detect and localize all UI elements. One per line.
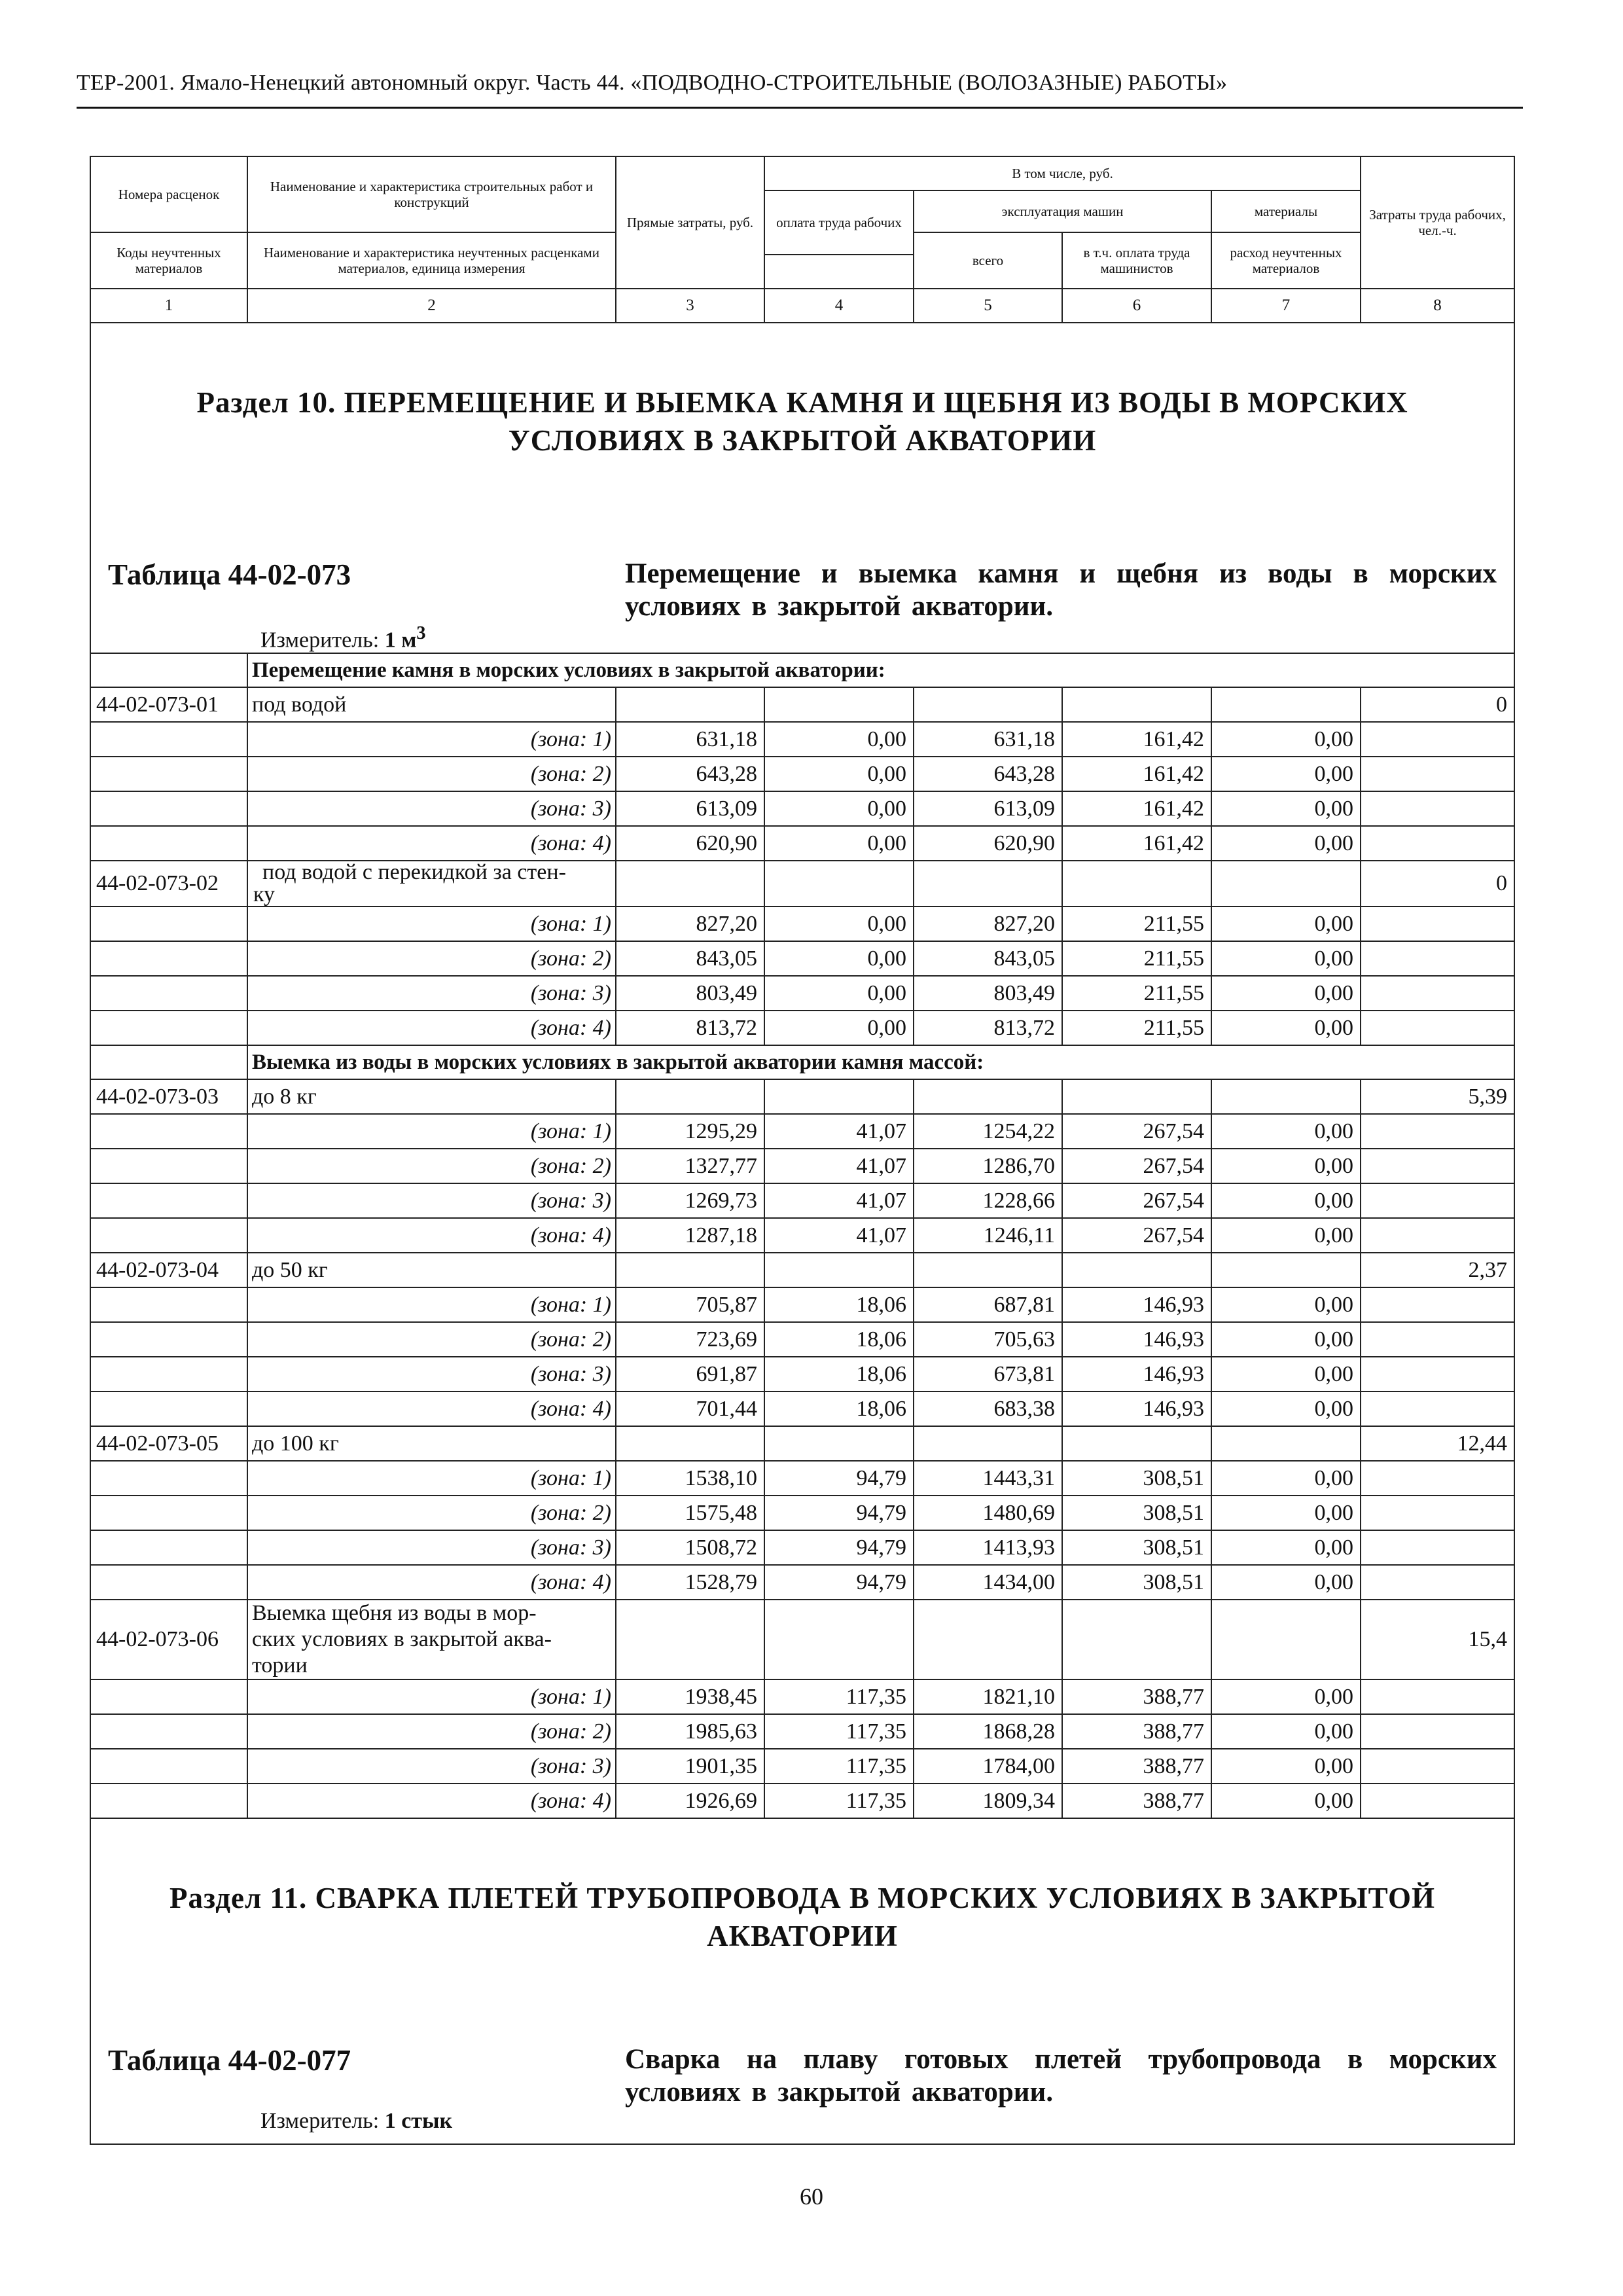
direct-cost: 1538,10 [616,1461,764,1496]
operator-pay: 388,77 [1062,1679,1211,1714]
col-number: 7 [1211,289,1361,323]
rate-code: 44-02-073-02 [90,861,247,906]
empty-cell [1361,941,1514,976]
empty-cell [1361,1011,1514,1045]
machine-total: 813,72 [914,1011,1062,1045]
empty-cell [1361,906,1514,941]
operator-pay: 267,54 [1062,1218,1211,1253]
zone-label: (зона: 1) [247,1679,616,1714]
worker-pay: 18,06 [764,1322,914,1357]
work-name [247,1600,616,1679]
empty-cell [764,1426,914,1461]
empty-cell [764,861,914,906]
empty-cell [90,1461,247,1496]
labor-cost: 15,4 [1361,1600,1514,1679]
col5-header: всего [914,232,1062,289]
worker-pay: 117,35 [764,1714,914,1749]
worker-pay: 18,06 [764,1391,914,1426]
empty-cell [764,1079,914,1114]
empty-cell [1211,1079,1361,1114]
material-use: 0,00 [1211,1183,1361,1218]
col1-bottom-header: Коды неучтенных материалов [90,232,247,289]
direct-cost: 723,69 [616,1322,764,1357]
empty-cell [1062,687,1211,722]
worker-pay: 18,06 [764,1357,914,1391]
col-number: 2 [247,289,616,323]
machine-total: 843,05 [914,941,1062,976]
empty-cell [1211,687,1361,722]
empty-cell [914,861,1062,906]
material-use: 0,00 [1211,976,1361,1011]
measure-unit: Измеритель: 1 стык [260,2109,453,2134]
machine-total: 1821,10 [914,1679,1062,1714]
rate-code: 44-02-073-04 [90,1253,247,1287]
empty-cell [90,1218,247,1253]
direct-cost: 827,20 [616,906,764,941]
operator-pay: 388,77 [1062,1749,1211,1784]
group-spacer [90,1045,247,1079]
empty-cell [90,1749,247,1784]
col1-top-header: Номера расценок [90,156,247,232]
worker-pay: 117,35 [764,1749,914,1784]
work-name-line: Выемка щебня из воды в мор- [252,1601,537,1626]
col4-header-cont [764,255,914,289]
direct-cost: 643,28 [616,757,764,791]
labor-cost: 12,44 [1361,1426,1514,1461]
table-name: Сварка на плаву готовых плетей трубопровода в морских условиях в закрытой акватории. [625,2044,1497,2108]
table-number: Таблица 44-02-077 [108,2044,351,2077]
operator-pay: 146,93 [1062,1287,1211,1322]
zone-label: (зона: 3) [247,1357,616,1391]
col2-bottom-header: Наименование и характеристика неучтенных расценками материалов, единица измерения [247,232,616,289]
empty-cell [914,687,1062,722]
empty-cell [1361,1183,1514,1218]
empty-cell [1361,1749,1514,1784]
empty-cell [90,1784,247,1818]
empty-cell [90,1679,247,1714]
labor-cost: 5,39 [1361,1079,1514,1114]
empty-cell [1361,1287,1514,1322]
worker-pay: 0,00 [764,906,914,941]
direct-cost: 1985,63 [616,1714,764,1749]
zone-label: (зона: 4) [247,1565,616,1600]
col-number: 6 [1062,289,1211,323]
machine-total: 620,90 [914,826,1062,861]
machine-total: 705,63 [914,1322,1062,1357]
direct-cost: 701,44 [616,1391,764,1426]
labor-cost: 0 [1361,687,1514,722]
empty-cell [1361,791,1514,826]
empty-cell [90,941,247,976]
operator-pay: 388,77 [1062,1714,1211,1749]
machine-total: 1246,11 [914,1218,1062,1253]
operator-pay: 308,51 [1062,1565,1211,1600]
zone-label: (зона: 1) [247,1461,616,1496]
direct-cost: 1327,77 [616,1149,764,1183]
zone-label: (зона: 2) [247,941,616,976]
rate-code: 44-02-073-03 [90,1079,247,1114]
work-name-line: до 8 кг [252,1084,317,1109]
materials-header: материалы [1211,190,1361,232]
empty-cell [1361,1714,1514,1749]
empty-cell [90,1357,247,1391]
machine-total: 1286,70 [914,1149,1062,1183]
col-number: 1 [90,289,247,323]
work-name-line: под водой [252,692,347,717]
labor-cost: 2,37 [1361,1253,1514,1287]
section-title: Раздел 11. СВАРКА ПЛЕТЕЙ ТРУБОПРОВОДА В МОРСКИХ УСЛОВИЯХ В ЗАКРЫТОЙ АКВАТОРИИ [169,1882,1436,1953]
worker-pay: 41,07 [764,1218,914,1253]
direct-cost: 620,90 [616,826,764,861]
empty-cell [90,1287,247,1322]
empty-cell [616,687,764,722]
work-name [247,1253,616,1287]
col3-header: Прямые затраты, руб. [616,156,764,289]
material-use: 0,00 [1211,1749,1361,1784]
rate-code: 44-02-073-01 [90,687,247,722]
including-header: В том числе, руб. [764,156,1361,190]
empty-cell [90,826,247,861]
machines-header: эксплуатация машин [914,190,1211,232]
empty-cell [1211,1426,1361,1461]
empty-cell [90,1114,247,1149]
material-use: 0,00 [1211,1391,1361,1426]
direct-cost: 691,87 [616,1357,764,1391]
empty-cell [1211,1253,1361,1287]
empty-cell [1062,1079,1211,1114]
material-use: 0,00 [1211,1287,1361,1322]
empty-cell [90,1391,247,1426]
section-10-block [90,323,1514,653]
direct-cost: 1269,73 [616,1183,764,1218]
empty-cell [90,1149,247,1183]
worker-pay: 117,35 [764,1784,914,1818]
zone-label: (зона: 4) [247,1784,616,1818]
empty-cell [616,861,764,906]
empty-cell [914,1600,1062,1679]
empty-cell [90,1183,247,1218]
worker-pay: 117,35 [764,1679,914,1714]
material-use: 0,00 [1211,826,1361,861]
worker-pay: 94,79 [764,1496,914,1530]
machine-total: 1480,69 [914,1496,1062,1530]
machine-total: 1784,00 [914,1749,1062,1784]
direct-cost: 1575,48 [616,1496,764,1530]
material-use: 0,00 [1211,1496,1361,1530]
material-use: 0,00 [1211,941,1361,976]
empty-cell [914,1426,1062,1461]
running-header: ТЕР-2001. Ямало-Ненецкий автономный округ. Часть 44. «ПОДВОДНО-СТРОИТЕЛЬНЫЕ (ВОЛОЗАЗНЫЕ) РАБОТЫ» [77,71,1228,95]
material-use: 0,00 [1211,1011,1361,1045]
empty-cell [90,906,247,941]
worker-pay: 0,00 [764,976,914,1011]
direct-cost: 705,87 [616,1287,764,1322]
empty-cell [616,1253,764,1287]
col7-header: расход неучтенных материалов [1211,232,1361,289]
machine-total: 1868,28 [914,1714,1062,1749]
material-use: 0,00 [1211,1784,1361,1818]
col4-header: оплата труда рабочих [764,190,914,255]
col2-top-header: Наименование и характеристика строительных работ и конструкций [247,156,616,232]
machine-total: 683,38 [914,1391,1062,1426]
table-number: Таблица 44-02-073 [108,558,351,591]
worker-pay: 94,79 [764,1461,914,1496]
material-use: 0,00 [1211,1114,1361,1149]
worker-pay: 94,79 [764,1565,914,1600]
header-rule [77,107,1523,109]
direct-cost: 1287,18 [616,1218,764,1253]
empty-cell [1361,976,1514,1011]
material-use: 0,00 [1211,1218,1361,1253]
direct-cost: 1295,29 [616,1114,764,1149]
material-use: 0,00 [1211,1530,1361,1565]
operator-pay: 267,54 [1062,1183,1211,1218]
operator-pay: 267,54 [1062,1149,1211,1183]
machine-total: 631,18 [914,722,1062,757]
empty-cell [1361,1218,1514,1253]
worker-pay: 41,07 [764,1183,914,1218]
work-name [247,861,616,906]
section-11-block [90,1818,1514,2144]
col6-header: в т.ч. оплата труда машинистов [1062,232,1211,289]
material-use: 0,00 [1211,906,1361,941]
machine-total: 803,49 [914,976,1062,1011]
empty-cell [1361,1530,1514,1565]
empty-cell [914,1079,1062,1114]
page-number: 60 [800,2183,823,2210]
material-use: 0,00 [1211,791,1361,826]
col-number: 3 [616,289,764,323]
empty-cell [1361,1322,1514,1357]
empty-cell [90,722,247,757]
direct-cost: 1901,35 [616,1749,764,1784]
measure-unit: Измеритель: 1 $м^3$ [260,623,426,653]
empty-cell [1361,1784,1514,1818]
col-number: 8 [1361,289,1514,323]
work-name-line: тории [252,1653,308,1678]
worker-pay: 0,00 [764,791,914,826]
operator-pay: 161,42 [1062,722,1211,757]
empty-cell [616,1600,764,1679]
zone-label: (зона: 1) [247,1287,616,1322]
zone-label: (зона: 1) [247,906,616,941]
operator-pay: 146,93 [1062,1391,1211,1426]
empty-cell [1062,1426,1211,1461]
worker-pay: 0,00 [764,722,914,757]
operator-pay: 211,55 [1062,976,1211,1011]
work-name-line: до 50 кг [252,1257,328,1282]
work-name [247,1426,616,1461]
zone-label: (зона: 4) [247,1011,616,1045]
worker-pay: 41,07 [764,1114,914,1149]
machine-total: 1434,00 [914,1565,1062,1600]
machine-total: 673,81 [914,1357,1062,1391]
material-use: 0,00 [1211,1322,1361,1357]
work-name-line: до 100 кг [252,1431,339,1456]
section-title: Раздел 10. ПЕРЕМЕЩЕНИЕ И ВЫЕМКА КАМНЯ И ЩЕБНЯ ИЗ ВОДЫ В МОРСКИХ УСЛОВИЯХ В ЗАКРЫТОЙ АКВАТОРИИ [196,386,1408,457]
operator-pay: 146,93 [1062,1322,1211,1357]
machine-total: 1228,66 [914,1183,1062,1218]
empty-cell [1361,1149,1514,1183]
empty-cell [1361,1357,1514,1391]
direct-cost: 843,05 [616,941,764,976]
material-use: 0,00 [1211,757,1361,791]
operator-pay: 211,55 [1062,941,1211,976]
group-spacer [90,653,247,687]
worker-pay: 41,07 [764,1149,914,1183]
machine-total: 687,81 [914,1287,1062,1322]
labor-cost: 0 [1361,861,1514,906]
group-heading: Выемка из воды в морских условиях в закрытой акватории камня массой: [247,1045,1514,1079]
worker-pay: 94,79 [764,1530,914,1565]
empty-cell [616,1426,764,1461]
zone-label: (зона: 1) [247,1114,616,1149]
direct-cost: 631,18 [616,722,764,757]
material-use: 0,00 [1211,1357,1361,1391]
direct-cost: 803,49 [616,976,764,1011]
machine-total: 1443,31 [914,1461,1062,1496]
empty-cell [90,757,247,791]
zone-label: (зона: 3) [247,1183,616,1218]
empty-cell [90,1565,247,1600]
empty-cell [1361,1114,1514,1149]
material-use: 0,00 [1211,1565,1361,1600]
operator-pay: 308,51 [1062,1496,1211,1530]
empty-cell [90,1322,247,1357]
machine-total: 1254,22 [914,1114,1062,1149]
table-name: Перемещение и выемка камня и щебня из воды в морских условиях в закрытой акватории. [625,558,1497,622]
operator-pay: 146,93 [1062,1357,1211,1391]
work-name [247,1079,616,1114]
direct-cost: 1926,69 [616,1784,764,1818]
empty-cell [1062,861,1211,906]
operator-pay: 308,51 [1062,1461,1211,1496]
machine-total: 1809,34 [914,1784,1062,1818]
operator-pay: 161,42 [1062,791,1211,826]
work-name [247,687,616,722]
direct-cost: 1528,79 [616,1565,764,1600]
col-number: 5 [914,289,1062,323]
empty-cell [90,791,247,826]
operator-pay: 211,55 [1062,906,1211,941]
empty-cell [1361,1496,1514,1530]
empty-cell [90,1496,247,1530]
empty-cell [1211,1600,1361,1679]
worker-pay: 0,00 [764,826,914,861]
empty-cell [1361,757,1514,791]
col-number: 4 [764,289,914,323]
material-use: 0,00 [1211,1714,1361,1749]
machine-total: 1413,93 [914,1530,1062,1565]
zone-label: (зона: 2) [247,1322,616,1357]
zone-label: (зона: 3) [247,1530,616,1565]
empty-cell [1062,1253,1211,1287]
machine-total: 643,28 [914,757,1062,791]
col8-header: Затраты труда рабочих, чел.-ч. [1361,156,1514,289]
direct-cost: 813,72 [616,1011,764,1045]
zone-label: (зона: 4) [247,1218,616,1253]
empty-cell [90,1714,247,1749]
zone-label: (зона: 2) [247,1149,616,1183]
rate-code: 44-02-073-05 [90,1426,247,1461]
empty-cell [1361,1391,1514,1426]
work-name-line: ских условиях в закрытой аква- [252,1627,552,1652]
empty-cell [1062,1600,1211,1679]
worker-pay: 18,06 [764,1287,914,1322]
empty-cell [764,1253,914,1287]
operator-pay: 211,55 [1062,1011,1211,1045]
empty-cell [914,1253,1062,1287]
operator-pay: 267,54 [1062,1114,1211,1149]
material-use: 0,00 [1211,1679,1361,1714]
zone-label: (зона: 4) [247,826,616,861]
empty-cell [90,1011,247,1045]
material-use: 0,00 [1211,722,1361,757]
empty-cell [764,1600,914,1679]
direct-cost: 1938,45 [616,1679,764,1714]
empty-cell [1211,861,1361,906]
empty-cell [1361,722,1514,757]
group-heading: Перемещение камня в морских условиях в закрытой акватории: [247,653,1514,687]
empty-cell [90,976,247,1011]
operator-pay: 161,42 [1062,757,1211,791]
empty-cell [616,1079,764,1114]
zone-label: (зона: 2) [247,1496,616,1530]
zone-label: (зона: 2) [247,757,616,791]
work-name-line: ку [253,882,276,907]
worker-pay: 0,00 [764,1011,914,1045]
rate-code: 44-02-073-06 [90,1600,247,1679]
zone-label: (зона: 3) [247,976,616,1011]
zone-label: (зона: 1) [247,722,616,757]
direct-cost: 1508,72 [616,1530,764,1565]
empty-cell [1361,1679,1514,1714]
work-name-line: под водой с перекидкой за стен- [262,860,566,885]
zone-label: (зона: 3) [247,791,616,826]
worker-pay: 0,00 [764,757,914,791]
empty-cell [764,687,914,722]
material-use: 0,00 [1211,1461,1361,1496]
material-use: 0,00 [1211,1149,1361,1183]
rates-table [90,156,1515,2145]
empty-cell [1361,1565,1514,1600]
operator-pay: 388,77 [1062,1784,1211,1818]
worker-pay: 0,00 [764,941,914,976]
zone-label: (зона: 4) [247,1391,616,1426]
zone-label: (зона: 3) [247,1749,616,1784]
operator-pay: 161,42 [1062,826,1211,861]
machine-total: 613,09 [914,791,1062,826]
empty-cell [1361,1461,1514,1496]
machine-total: 827,20 [914,906,1062,941]
zone-label: (зона: 2) [247,1714,616,1749]
direct-cost: 613,09 [616,791,764,826]
empty-cell [90,1530,247,1565]
empty-cell [1361,826,1514,861]
operator-pay: 308,51 [1062,1530,1211,1565]
